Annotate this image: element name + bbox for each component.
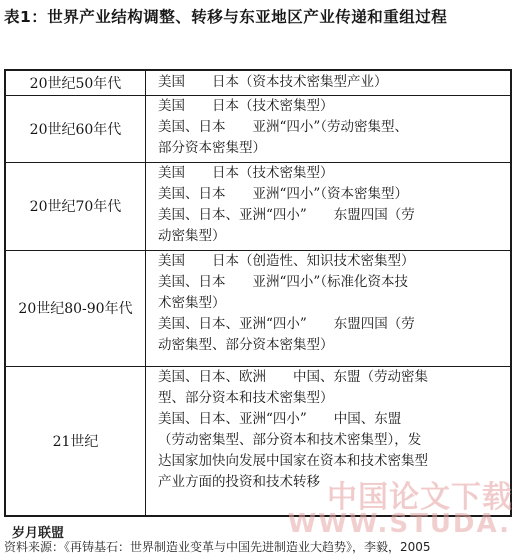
description-line: 美国、日本、欧洲 中国、东盟（劳动密集	[158, 368, 428, 385]
description-cell	[146, 95, 512, 162]
era-cell: 20世纪50年代	[5, 70, 146, 95]
description-line: 达国家加快向发展中国家在资本和技术密集型	[158, 452, 428, 469]
description-line: 美国 日本（技术密集型）	[158, 164, 334, 181]
era-cell: 20世纪70年代	[5, 162, 146, 250]
description-line: 美国、日本 亚洲“四小”（标准化资本技	[158, 273, 409, 290]
description-line: 美国、日本 亚洲“四小”（劳动密集型、	[158, 118, 409, 135]
table-row	[5, 162, 511, 250]
description-line: 美国 日本（创造性、知识技术密集型）	[158, 252, 415, 269]
description-line: 型、部分资本和技术密集型）	[158, 389, 334, 406]
table-row	[5, 70, 511, 95]
table-title: 表1：世界产业结构调整、转移与东亚地区产业传递和重组过程	[4, 8, 448, 26]
description-cell	[146, 250, 512, 366]
description-line: （劳动密集型、部分资本和技术密集型），发	[158, 431, 422, 448]
table-row	[5, 250, 511, 366]
description-line: 术密集型）	[158, 294, 226, 311]
description-cell	[146, 162, 512, 250]
description-line: 美国、日本、亚洲“四小” 中国、东盟	[158, 410, 402, 427]
description-line: 美国、日本、亚洲“四小” 东盟四国（劳	[158, 315, 415, 332]
description-line: 动密集型、部分资本密集型）	[158, 336, 334, 353]
era-cell: 21世纪	[5, 366, 146, 516]
description-cell	[146, 70, 512, 95]
era-cell: 20世纪60年代	[5, 95, 146, 162]
description-line: 美国 日本（资本技术密集型产业）	[158, 74, 388, 91]
description-line: 美国 日本（技术密集型）	[158, 97, 334, 114]
industry-transfer-table	[4, 69, 512, 517]
watermark-url: WWW.STUDA.	[287, 509, 511, 539]
era-cell: 20世纪80-90年代	[5, 250, 146, 366]
description-line: 部分资本密集型）	[158, 139, 266, 156]
description-line: 美国、日本、亚洲“四小” 东盟四国（劳	[158, 206, 415, 223]
table-row	[5, 95, 511, 162]
description-line: 美国、日本 亚洲“四小”（资本密集型）	[158, 185, 409, 202]
source-note: 资料来源：《再铸基石：世界制造业变革与中国先进制造业大趋势》，李毅，2005	[4, 540, 431, 554]
watermark-logo: 中国论文下载	[327, 480, 513, 515]
description-line: 产业方面的投资和技术转移	[158, 473, 320, 490]
watermark-brand: 岁月联盟	[12, 526, 65, 541]
description-line: 动密集型）	[158, 227, 226, 244]
